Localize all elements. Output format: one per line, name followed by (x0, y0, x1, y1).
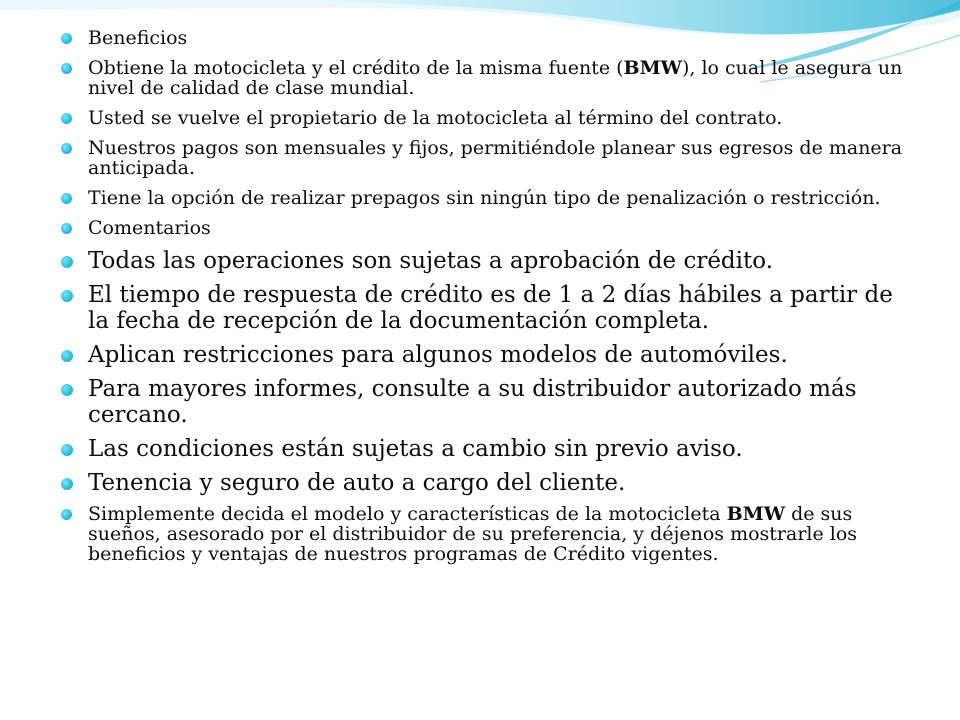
bullet-item (60, 108, 920, 128)
bullet-dot-icon (61, 350, 73, 362)
bullet-list (60, 28, 920, 564)
bullet-text: de sus sueños, asesorado por el distribuidor de su preferencia, y déjenos mostrarle los beneficios y ventajas de nuestros programas de Crédito vigentes. (88, 503, 858, 565)
bullet-dot-icon (61, 444, 73, 456)
bullet-item (60, 138, 920, 178)
bullet-item (60, 282, 920, 334)
bullet-text: Todas las operaciones son sujetas a aprobación de crédito. (88, 248, 774, 274)
bullet-item (60, 342, 920, 368)
bullet-text: Usted se vuelve el propietario de la motocicleta al término del contrato. (88, 107, 783, 129)
bullet-text: Tenencia y seguro de auto a cargo del cliente. (88, 470, 626, 496)
brand-name: BMW (726, 503, 786, 525)
bullet-text: Las condiciones están sujetas a cambio sin previo aviso. (88, 436, 743, 462)
bullet-item (60, 218, 920, 238)
bullet-dot-icon (61, 193, 72, 204)
brand-name: BMW (623, 57, 682, 79)
bullet-text: Beneficios (88, 27, 188, 49)
bullet-text: ), lo cual le asegura un nivel de calidad de clase mundial. (88, 57, 903, 99)
bullet-text: Nuestros pagos son mensuales y fijos, permitiéndole planear sus egresos de manera anticipada. (88, 137, 903, 179)
bullet-dot-icon (61, 223, 72, 234)
bullet-dot-icon (61, 113, 72, 124)
bullet-text: Aplican restricciones para algunos modelos de automóviles. (88, 342, 788, 368)
bullet-dot-icon (61, 509, 72, 520)
bullet-item (60, 28, 920, 48)
bullet-item (60, 436, 920, 462)
slide-content (60, 28, 920, 574)
bullet-item (60, 470, 920, 496)
bullet-item (60, 376, 920, 428)
bullet-text: Para mayores informes, consulte a su distribuidor autorizado más cercano. (88, 376, 857, 428)
bullet-text: Tiene la opción de realizar prepagos sin ningún tipo de penalización o restricción. (88, 187, 881, 209)
bullet-dot-icon (61, 290, 73, 302)
bullet-dot-icon (61, 256, 73, 268)
bullet-text: Obtiene la motocicleta y el crédito de la misma fuente ( (88, 57, 624, 79)
bullet-dot-icon (61, 63, 72, 74)
bullet-text: Comentarios (88, 217, 211, 239)
bullet-dot-icon (61, 478, 73, 490)
bullet-item (60, 248, 920, 274)
bullet-item (60, 188, 920, 208)
bullet-dot-icon (61, 143, 72, 154)
bullet-dot-icon (61, 33, 72, 44)
bullet-text: El tiempo de respuesta de crédito es de 1 a 2 días hábiles a partir de la fecha de recepción de la documentación completa. (88, 282, 893, 334)
bullet-item (60, 504, 920, 564)
bullet-dot-icon (61, 384, 73, 396)
bullet-text: Simplemente decida el modelo y características de la motocicleta (88, 503, 727, 525)
bullet-item (60, 58, 920, 98)
